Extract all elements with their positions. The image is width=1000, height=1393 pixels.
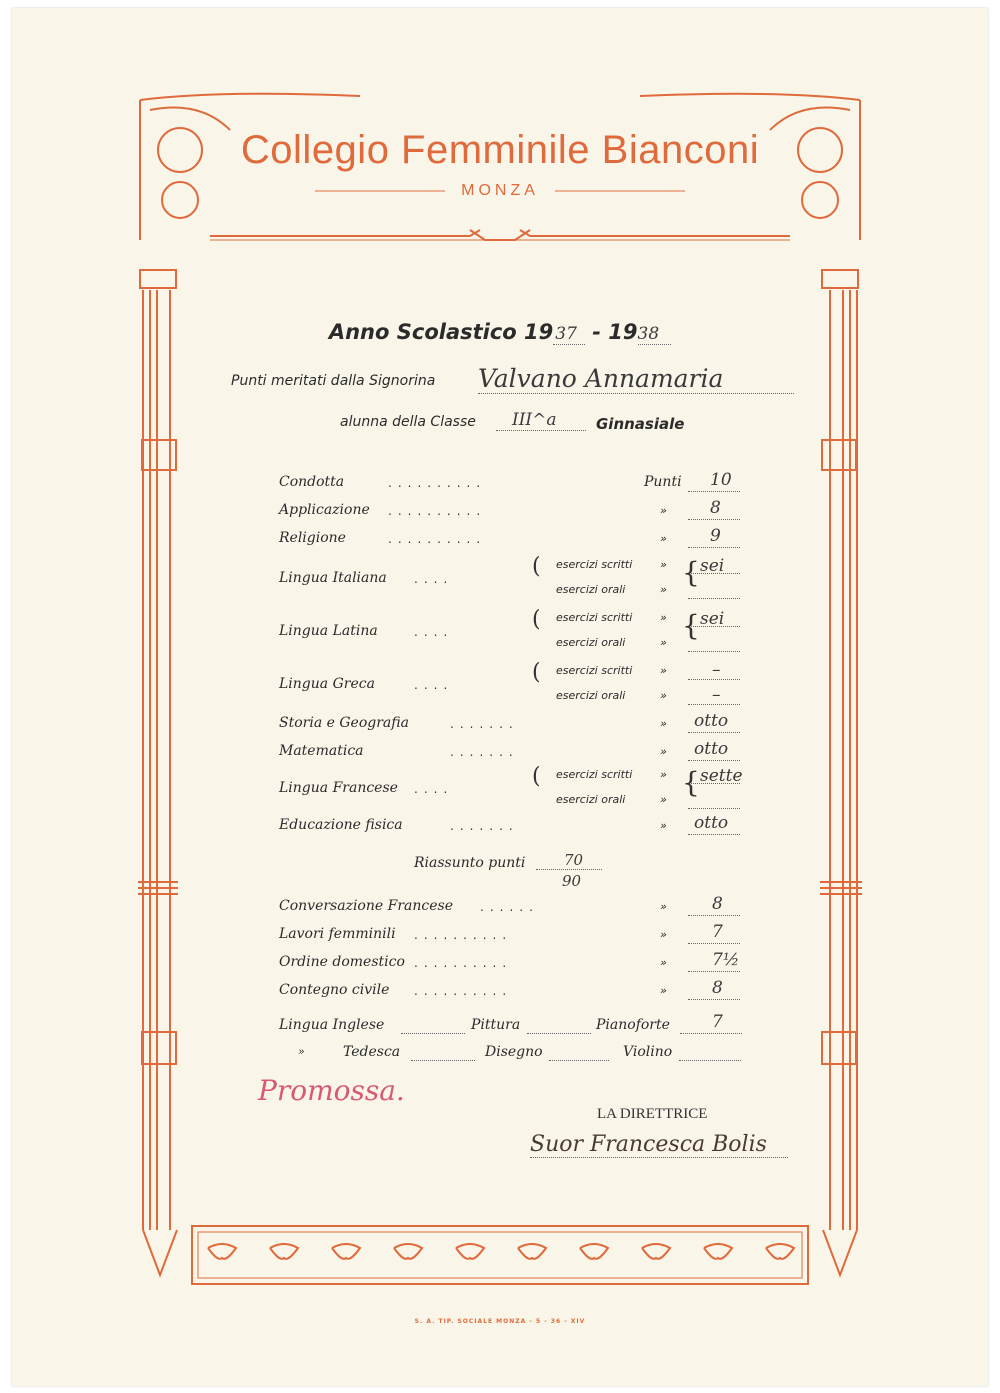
sub-oral-label: esercizi orali — [556, 583, 626, 596]
leader-dots: .......... — [414, 928, 513, 942]
leader-dots: ....... — [450, 819, 519, 833]
subject-grade: otto — [694, 813, 729, 833]
fleuron-ornament — [456, 1244, 484, 1259]
printer-credit: S. A. TIP. SOCIALE MONZA - 5 - 36 - XIV — [414, 1318, 586, 1325]
student-label: Punti meritati dalla Signorina — [231, 373, 436, 389]
school-year-label: Anno Scolastico 19 — [328, 320, 554, 344]
subject-label: Religione — [279, 530, 346, 546]
brace: ( — [532, 554, 541, 579]
quote-mark: » — [660, 664, 667, 677]
school-year — [0, 320, 1000, 344]
sub-written-label: esercizi scritti — [556, 664, 633, 677]
signature-title: LA DIRETTRICE — [597, 1106, 708, 1122]
quote-mark: » — [660, 611, 667, 624]
summary-label: Riassunto punti — [414, 855, 526, 871]
leader-dots: .... — [414, 678, 454, 692]
student-name: Valvano Annamaria — [478, 364, 794, 394]
quote-mark: » — [660, 558, 667, 571]
leader-dots: ...... — [480, 900, 539, 914]
class-type: Ginnasiale — [596, 415, 685, 433]
leader-dots: .......... — [414, 956, 513, 970]
fleuron-ornament — [394, 1244, 422, 1259]
school-name: Collegio Femminile Bianconi — [240, 128, 760, 172]
fleuron-ornament — [332, 1244, 360, 1259]
school-city: MONZA — [461, 182, 539, 199]
quote-mark: » — [660, 636, 667, 649]
extra-label: Ordine domestico — [279, 954, 405, 970]
subject-label: Applicazione — [279, 502, 370, 518]
fleuron-ornament — [580, 1244, 608, 1259]
quote-mark: » — [298, 1045, 305, 1058]
quote-mark: » — [660, 583, 667, 596]
class-label: alunna della Classe — [340, 414, 476, 430]
subject-grade: sei — [700, 609, 725, 629]
subject-label: Matematica — [279, 743, 364, 759]
subject-grade: 8 — [710, 498, 721, 518]
subject-label: Educazione fisica — [279, 817, 403, 833]
optional-inglese: Lingua Inglese — [279, 1017, 384, 1033]
fleuron-ornament — [208, 1244, 236, 1259]
optional-pianoforte: Pianoforte — [596, 1017, 670, 1033]
quote-mark: » — [660, 819, 667, 832]
optional-pittura: Pittura — [471, 1017, 520, 1033]
subject-label: Lingua Francese — [279, 780, 398, 796]
fleuron-ornament — [270, 1244, 298, 1259]
summary-value: 70 — [536, 851, 602, 870]
optional-tedesca: Tedesca — [343, 1044, 400, 1060]
subject-grade-oral: – — [712, 685, 721, 705]
optional-disegno: Disegno — [485, 1044, 543, 1060]
school-year-start: 37 — [553, 324, 585, 345]
sub-written-label: esercizi scritti — [556, 558, 633, 571]
leader-dots: .......... — [388, 504, 487, 518]
extra-grade: 7 — [712, 922, 723, 942]
subject-grade: sei — [700, 556, 725, 576]
subject-grade: 9 — [710, 526, 721, 546]
quote-mark: » — [660, 717, 667, 730]
optional-violino: Violino — [623, 1044, 672, 1060]
subject-label: Storia e Geografia — [279, 715, 409, 731]
quote-mark: » — [660, 504, 667, 517]
quote-mark: » — [660, 928, 667, 941]
pianoforte-grade: 7 — [712, 1012, 723, 1032]
sub-written-label: esercizi scritti — [556, 768, 633, 781]
leader-dots: .......... — [388, 476, 487, 490]
leader-dots: ....... — [450, 745, 519, 759]
brace: { — [682, 766, 700, 799]
fleuron-ornament — [518, 1244, 546, 1259]
subject-grade: sette — [700, 766, 743, 786]
quote-mark: » — [660, 956, 667, 969]
brace: ( — [532, 607, 541, 632]
school-year-sep: - 19 — [592, 320, 638, 344]
leader-dots: .... — [414, 572, 454, 586]
extra-label: Lavori femminili — [279, 926, 396, 942]
subject-grade: otto — [694, 711, 729, 731]
school-year-end: 38 — [638, 324, 672, 345]
class-value: III^a — [496, 410, 586, 431]
quote-mark: » — [660, 689, 667, 702]
punti-label: Punti — [644, 474, 682, 490]
sub-written-label: esercizi scritti — [556, 611, 633, 624]
sub-oral-label: esercizi orali — [556, 636, 626, 649]
result-promossa: Promossa. — [258, 1074, 405, 1107]
leader-dots: ....... — [450, 717, 519, 731]
extra-label: Conversazione Francese — [279, 898, 453, 914]
sub-oral-label: esercizi orali — [556, 793, 626, 806]
subject-grade: 10 — [710, 470, 732, 490]
quote-mark: » — [660, 768, 667, 781]
extra-grade: 8 — [712, 894, 723, 914]
quote-mark: » — [660, 793, 667, 806]
extra-label: Contegno civile — [279, 982, 390, 998]
fleuron-ornament — [766, 1244, 794, 1259]
quote-mark: » — [660, 984, 667, 997]
extra-grade: 8 — [712, 978, 723, 998]
brace: { — [682, 609, 700, 642]
leader-dots: .......... — [414, 984, 513, 998]
quote-mark: » — [660, 745, 667, 758]
leader-dots: .......... — [388, 532, 487, 546]
subject-grade: otto — [694, 739, 729, 759]
extra-grade: 7½ — [712, 950, 740, 970]
quote-mark: » — [660, 900, 667, 913]
sub-oral-label: esercizi orali — [556, 689, 626, 702]
quote-mark: » — [660, 532, 667, 545]
brace: { — [682, 556, 700, 589]
leader-dots: .... — [414, 625, 454, 639]
fleuron-ornament — [704, 1244, 732, 1259]
subject-label: Lingua Italiana — [279, 570, 387, 586]
subject-label: Condotta — [279, 474, 345, 490]
summary-total: 90 — [562, 872, 582, 890]
brace: ( — [532, 764, 541, 789]
subject-grade-written: – — [712, 660, 721, 680]
signature: Suor Francesca Bolis — [530, 1132, 788, 1158]
brace: ( — [532, 660, 541, 685]
subject-label: Lingua Greca — [279, 676, 375, 692]
leader-dots: .... — [414, 782, 454, 796]
subject-label: Lingua Latina — [279, 623, 378, 639]
fleuron-ornament — [642, 1244, 670, 1259]
